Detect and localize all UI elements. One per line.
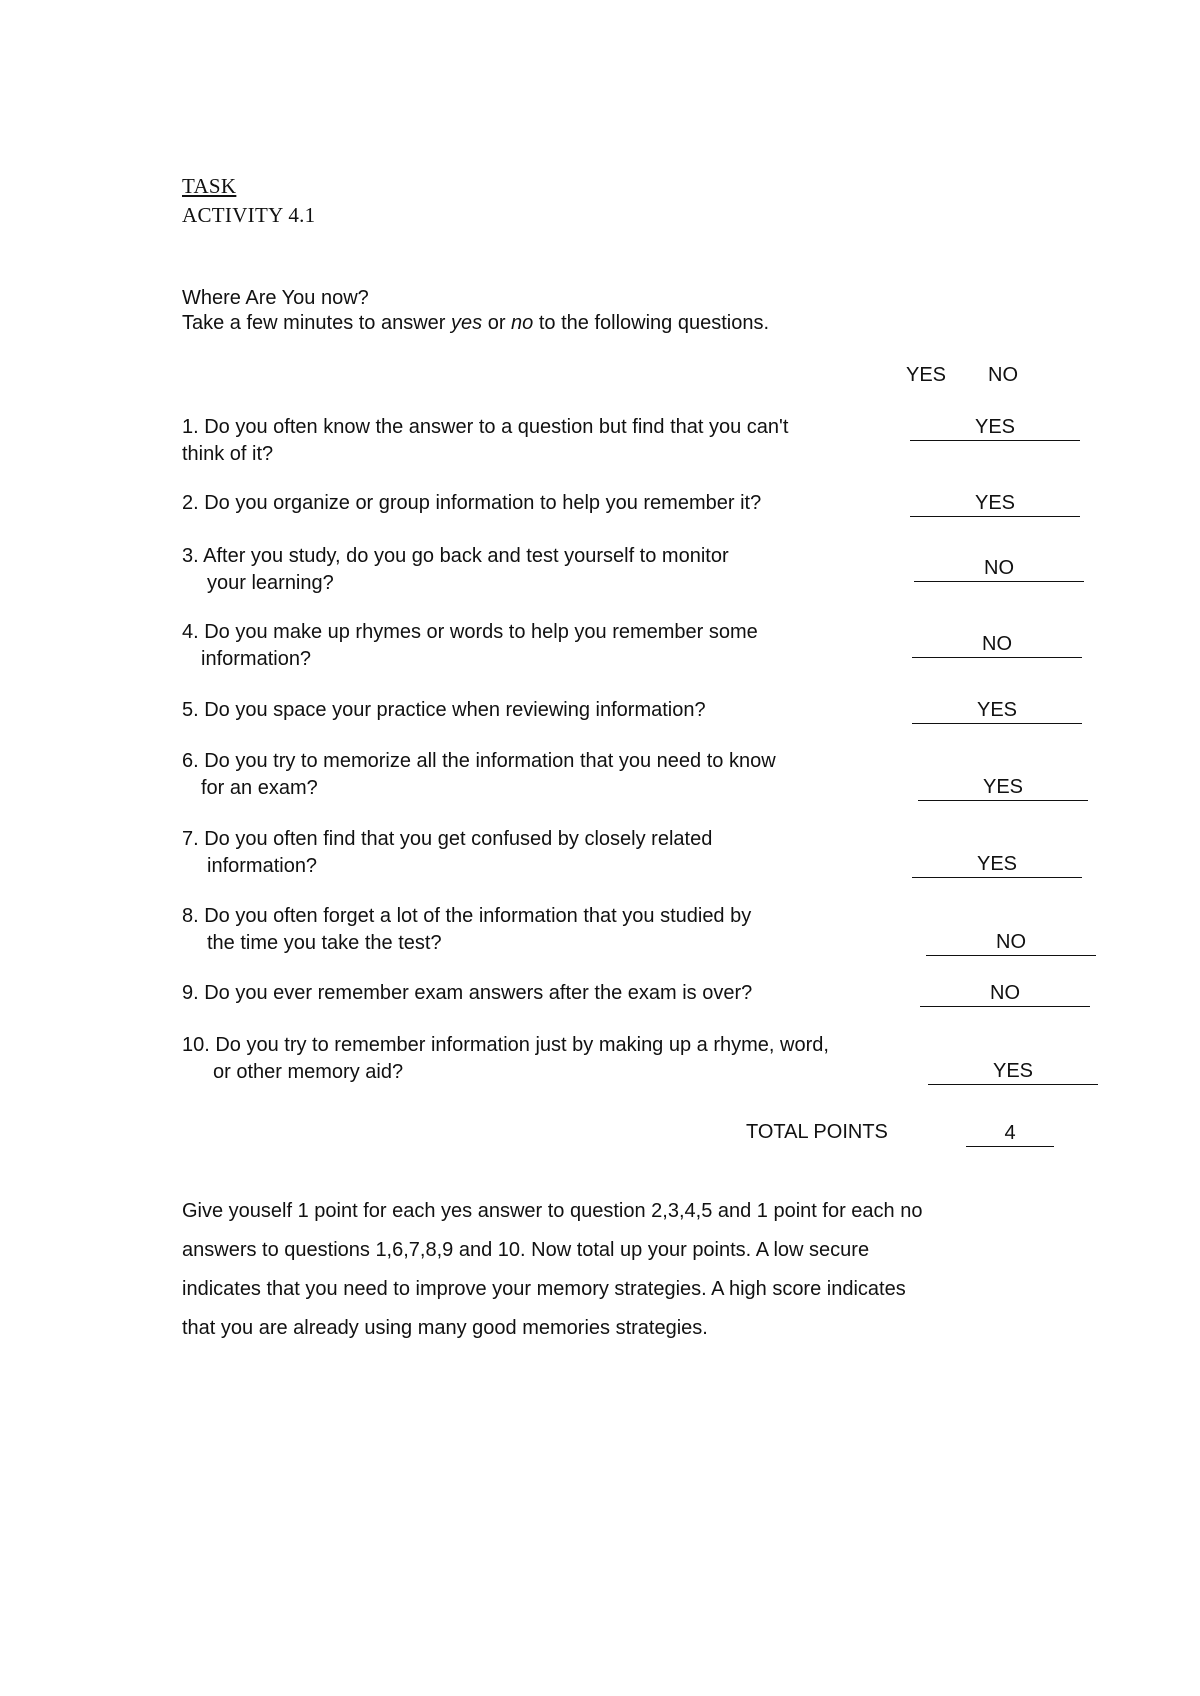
answer-8-field[interactable]: NO xyxy=(926,929,1096,956)
question-text-cont: think of it? xyxy=(182,443,274,465)
question-2 xyxy=(182,490,761,516)
instruction-no: no xyxy=(511,312,534,334)
scoring-line: answers to questions 1,6,7,8,9 and 10. Now total up your points. A low secure xyxy=(182,1239,870,1261)
question-text-cont: for an exam? xyxy=(201,777,318,799)
scoring-line: indicates that you need to improve your memory strategies. A high score indicates xyxy=(182,1278,906,1300)
answer-2-field[interactable]: YES xyxy=(910,490,1080,517)
scoring-line: that you are already using many good memories strategies. xyxy=(182,1317,708,1339)
question-text: 4. Do you make up rhymes or words to help you remember some xyxy=(182,621,758,643)
question-text-cont: your learning? xyxy=(207,572,334,594)
question-text: 7. Do you often find that you get confused by closely related xyxy=(182,828,713,850)
instruction-yes: yes xyxy=(451,312,483,334)
question-text: 1. Do you often know the answer to a question but find that you can't xyxy=(182,416,789,438)
question-7 xyxy=(182,826,712,879)
instruction-or: or xyxy=(482,312,512,334)
question-8 xyxy=(182,903,751,956)
question-text-cont: or other memory aid? xyxy=(213,1061,404,1083)
question-5 xyxy=(182,697,706,723)
question-text: 8. Do you often forget a lot of the information that you studied by xyxy=(182,905,752,927)
column-header-yes: YES xyxy=(906,364,947,386)
section-title: Where Are You now? xyxy=(182,287,369,309)
question-text: 3. After you study, do you go back and test yourself to monitor xyxy=(182,545,729,567)
task-label: TASK xyxy=(182,174,237,198)
question-text: 6. Do you try to memorize all the information that you need to know xyxy=(182,750,776,772)
answer-1-field[interactable]: YES xyxy=(910,414,1080,441)
scoring-line: Give youself 1 point for each yes answer to question 2,3,4,5 and 1 point for each no xyxy=(182,1200,923,1222)
answer-9-field[interactable]: NO xyxy=(920,980,1090,1007)
question-text: 9. Do you ever remember exam answers after the exam is over? xyxy=(182,982,753,1004)
scoring-instructions xyxy=(182,1192,922,1348)
question-1 xyxy=(182,414,788,467)
answer-3-field[interactable]: NO xyxy=(914,555,1084,582)
instruction-post: to the following questions. xyxy=(533,312,769,334)
question-text: 2. Do you organize or group information to help you remember it? xyxy=(182,492,762,514)
question-text: 10. Do you try to remember information just by making up a rhyme, word, xyxy=(182,1034,829,1056)
instruction-pre: Take a few minutes to answer xyxy=(182,312,452,334)
question-6 xyxy=(182,748,776,801)
total-points-field[interactable]: 4 xyxy=(966,1120,1054,1147)
total-points-label: TOTAL POINTS xyxy=(746,1121,888,1143)
activity-label: ACTIVITY 4.1 xyxy=(182,203,316,227)
question-9 xyxy=(182,980,752,1006)
question-text: 5. Do you space your practice when reviewing information? xyxy=(182,699,706,721)
answer-5-field[interactable]: YES xyxy=(912,697,1082,724)
question-10 xyxy=(182,1032,829,1085)
answer-7-field[interactable]: YES xyxy=(912,851,1082,878)
question-text-cont: information? xyxy=(201,648,312,670)
question-text-cont: information? xyxy=(207,855,318,877)
answer-4-field[interactable]: NO xyxy=(912,631,1082,658)
answer-10-field[interactable]: YES xyxy=(928,1058,1098,1085)
column-header-no: NO xyxy=(988,364,1018,386)
question-text-cont: the time you take the test? xyxy=(207,932,442,954)
question-3 xyxy=(182,543,729,596)
question-4 xyxy=(182,619,758,672)
instruction-text xyxy=(182,312,769,335)
answer-6-field[interactable]: YES xyxy=(918,774,1088,801)
